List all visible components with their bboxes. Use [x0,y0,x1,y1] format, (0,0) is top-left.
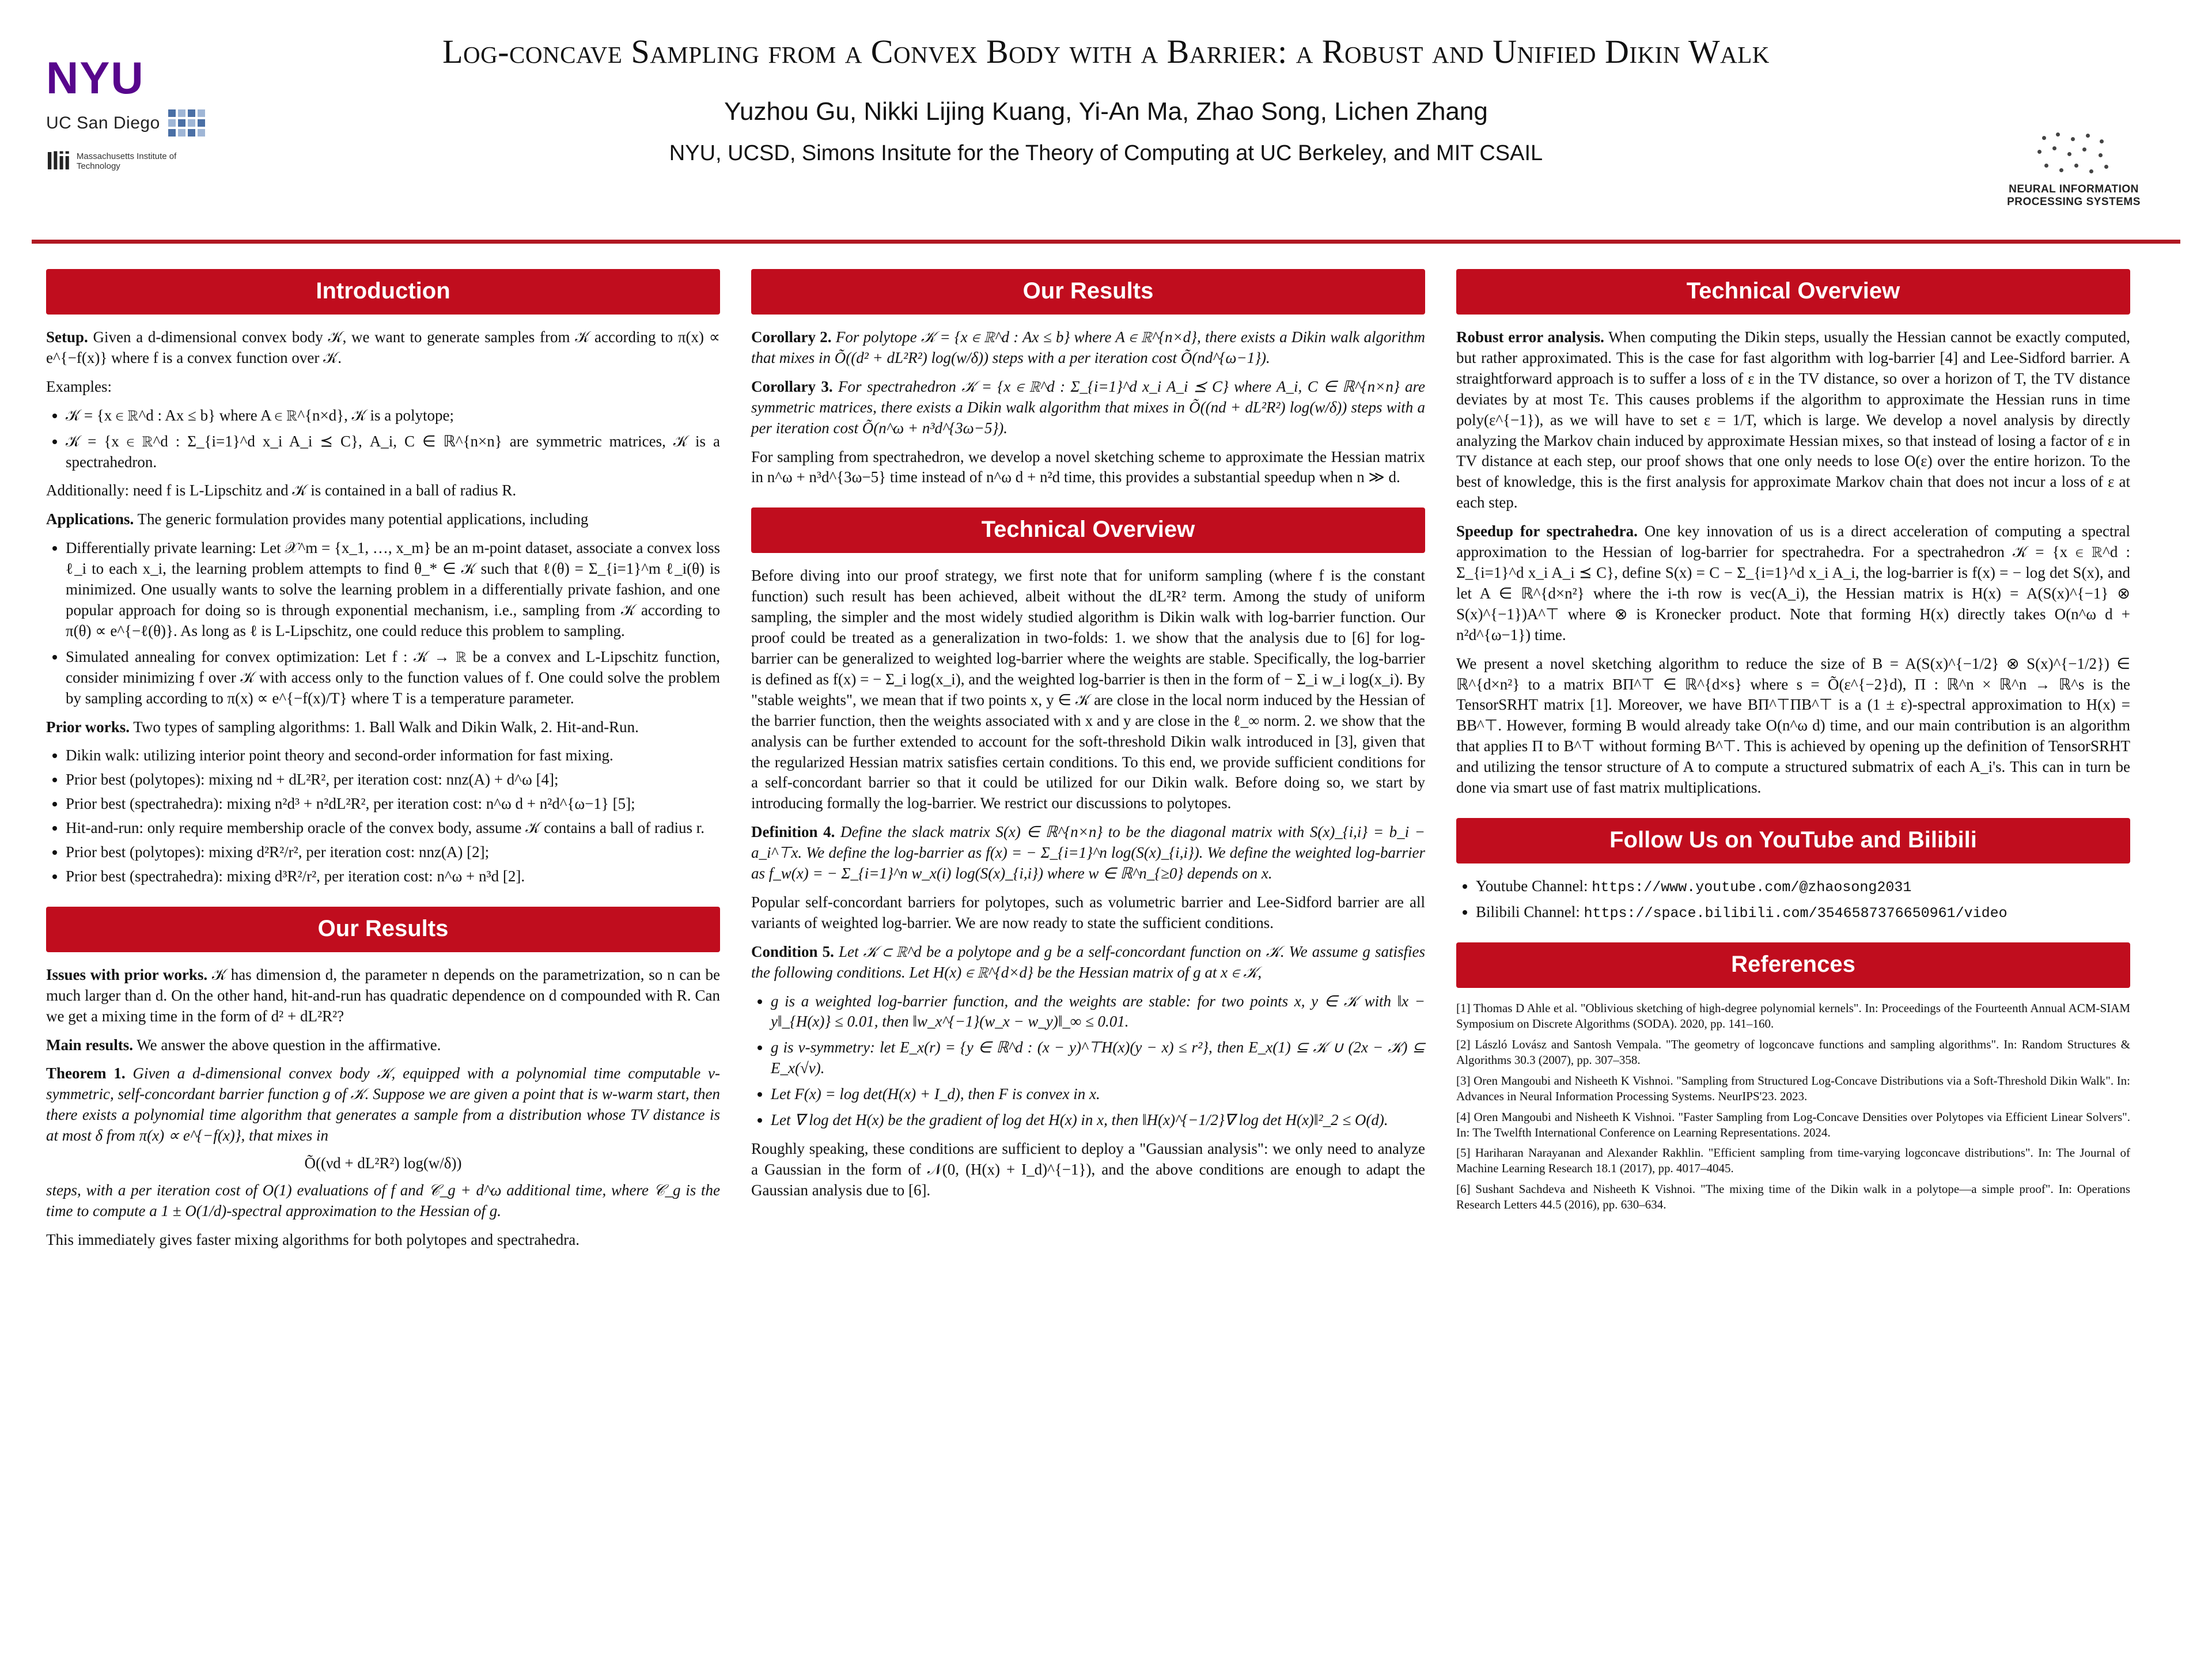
robust-error-analysis-label: Robust error analysis. [1456,328,1604,346]
intro-application-list [46,538,720,709]
section-header-follow: Follow Us on YouTube and Bilibili [1456,818,2130,863]
mit-logo [46,147,219,176]
poster-header [0,32,2212,240]
tech-paragraph-3: Roughly speaking, these conditions are sufficient to deploy a "Gaussian analysis": we only need to analyze a Gaussian in the form of 𝒩(0, (H(x) + I_d)^{−1}), and the above conditions are enough to adapt the Gaussian analysis due to [6]. [751,1140,1425,1199]
theorem-1 [46,1063,720,1146]
reference-item: [1] Thomas D Ahle et al. "Oblivious sketching of high-degree polynomial kernels". In: Proceedings of the Fourteenth Annual ACM-SIAM Symposium on Discrete Algorithms (SODA). 2020, pp. 141–160. [1456,1001,2130,1031]
results-closing: This immediately gives faster mixing algorithms for both polytopes and spectrahedra. [46,1230,580,1248]
intro-setup-label: Setup. [46,328,88,346]
sketching-algorithm-text: We present a novel sketching algorithm to reduce the size of B = A(S(x)^{−1/2} ⊗ S(x)^{−1/2}) ∈ ℝ^{d×n²} to a matrix BΠ^⊤ ∈ ℝ^{d×s} where s = Õ(ε^{−2}d), Π : ℝ^n × ℝ^n → ℝ^s is the TensorSRHT matrix [1]. Moreover, we have BΠ^⊤ΠB^⊤ is a (1 ± ε)-spectral approximation to H(x) = BB^⊤. However, forming B would already take O(n^ω d) time, and our main contribution is an algorithm that applies Π to B^⊤ without forming B^⊤. This is achieved by opening up the definition of TensorSRHT and utilizing the tensor structure of A to compute a structured submatrix of each A_i's. This can in turn be done via smart use of fast matrix multiplications. [1456,654,2130,797]
corollary-2 [751,327,1425,369]
follow-list [1456,876,2130,923]
author-list: Yuzhou Gu, Nikki Lijing Kuang, Yi-An Ma, Zhao Song, Lichen Zhang [724,97,1488,126]
bilibili-label: Bilibili Channel: [1476,903,1580,921]
reference-item: [6] Sushant Sachdeva and Nisheeth K Vishnoi. "The mixing time of the Dikin walk in a polytope—a simple proof". In: Operations Research Letters 44.5 (2016), pp. 630–634. [1456,1182,2130,1212]
list-item: • g is a weighted log-barrier function, and the weights are stable: for two points x, y ∈ 𝒦 with ‖x − y‖_{H(x)} ≤ 0.01, then ‖w_x^{−1}(w_x − w_y)‖_∞ ≤ 0.01. [771,991,1425,1033]
corollary-3-text: For spectrahedron 𝒦 = {x ∈ ℝ^d : Σ_{i=1}^d x_i A_i ⪯ C} where A_i, C ∈ ℝ^{n×n} are symmetric matrices, there exists a Dikin walk algorithm that mixes in Õ((nd + dL²R²) log(w/δ)) steps with a per iteration cost Õ(n^ω + n³d^{3ω−5}). [751,377,1426,437]
results-spectrahedron-note: For sampling from spectrahedron, we develop a novel sketching scheme to approximate the Hessian matrix in n^ω + n³d^{3ω−5} time instead of n^ω d + n²d time, this provides a substantial speedup when n ≫ d. [751,448,1425,486]
intro-setup-text: Given a d-dimensional convex body 𝒦, we want to generate samples from 𝒦 according to π(x) ∝ e^{−f(x)} where f is a convex function over 𝒦. [46,328,720,366]
column-middle [751,269,1425,1259]
condition-list [751,991,1425,1131]
page-title: Log-concave Sampling from a Convex Body with a Barrier: a Robust and Unified Dikin Walk [442,33,1770,70]
header-divider [32,240,2180,244]
definition-4 [751,822,1425,884]
definition-4-label: Definition 4. [751,823,835,841]
mit-logo-text: Massachusetts Institute of Technology [76,151,177,171]
title-block [0,32,2212,166]
mit-bars-icon: Ilii [46,147,70,175]
list-item: • Simulated annealing for convex optimization: Let f : 𝒦 → ℝ be a convex and L-Lipschitz function, consider minimizing f over 𝒦 with access only to the function values of f. One could solve the problem by sampling according to π(x) ∝ e^{−f(x)/T} where T is a temperature parameter. [66,647,720,709]
ucsd-logo-text: UC San Diego [46,113,160,132]
theorem-1-label: Theorem 1. [46,1065,126,1082]
youtube-label: Youtube Channel: [1476,877,1588,895]
reference-item: [5] Hariharan Narayanan and Alexander Rakhlin. "Efficient sampling from time-varying logconcave distributions". In: The Journal of Machine Learning Research 18.1 (2017), pp. 4017–4045. [1456,1146,2130,1176]
nyu-logo: NYU [46,52,145,103]
intro-examples-list [46,406,720,473]
neurips-line-2: PROCESSING SYSTEMS [2007,196,2141,208]
bilibili-link[interactable]: https://space.bilibili.com/3546587376650961/video [1584,905,2008,922]
theorem-1-continuation: steps, with a per iteration cost of O(1) evaluations of f and 𝒞_g + d^ω additional time, where 𝒞_g is the time to compute a 1 ± O(1/d)-spectral approximation to the Hessian of g. [46,1181,720,1219]
section-header-technical-overview-right: Technical Overview [1456,269,2130,315]
list-item: • Prior best (polytopes): mixing nd + dL²R², per iteration cost: nnz(A) + d^ω [4]; [66,770,720,790]
reference-item: [2] László Lovász and Santosh Vempala. "The geometry of logconcave functions and sampling algorithms". In: Random Structures & Algorithms 30.3 (2007), pp. 307–358. [1456,1037,2130,1067]
list-item: • 𝒦 = {x ∈ ℝ^d : Ax ≤ b} where A ∈ ℝ^{n×d}, 𝒦 is a polytope; [66,406,720,426]
list-item: • Hit-and-run: only require membership oracle of the convex body, assume 𝒦 contains a ball of radius r. [66,818,720,839]
list-item-youtube[interactable] [1476,876,2130,897]
neurips-logo [1987,130,2160,209]
intro-prior [46,717,720,738]
tech-paragraph-2: Popular self-concordant barriers for polytopes, such as volumetric barrier and Lee-Sidford barrier are all variants of weighted log-barrier. We are now ready to state the sufficient conditions. [751,893,1425,931]
intro-prior-text: Two types of sampling algorithms: 1. Ball Walk and Dikin Walk, 2. Hit-and-Run. [133,718,639,736]
column-left [46,269,720,1259]
corollary-2-label: Corollary 2. [751,328,832,346]
robust-error-analysis-text: When computing the Dikin steps, usually the Hessian cannot be exactly computed, but rather approximated. This is the case for fast algorithm with log-barrier [4] and Lee-Sidford barrier. A straightforward approach is to suffer a loss of ε in the TV distance, so over a horizon of T, the TV distance deviates by at most Tε. This causes problems if the algorithm to approximate the Hessian runs in time poly(ε^{−1}), as we will have to set ε = 1/T, which is large. We develop a novel analysis by directly analyzing the Markov chain induced by approximate Hessian mixes, so that instead of losing a factor of ε in TV distance at each step, our proof shows that one only needs to lose O(ε) over the entire horizon. To the best of knowledge, this is the first analysis for approximate Markov chain that does not incur a loss of ε at each step. [1456,328,2130,512]
reference-item: [3] Oren Mangoubi and Nisheeth K Vishnoi. "Sampling from Structured Log-Concave Distributions via a Soft-Threshold Dikin Walk". In: Advances in Neural Information Processing Systems. NeurIPS'23. 2023. [1456,1073,2130,1103]
theorem-1-text: Given a d-dimensional convex body 𝒦, equipped with a polynomial time computable ν-symmetric, self-concordant barrier function g of 𝒦. Suppose we are given a point that is w-warm start, then there exists a polynomial time algorithm that generates a sample from a distribution whose TV distance is at most δ from π(x) ∝ e^{−f(x)}, that mixes in [46,1065,721,1145]
tech-paragraph-1: Before diving into our proof strategy, we first note that for uniform sampling (where f is the constant function) such result has been achieved, albeit without the dL²R² term. Among the study of uniform sampling, the simpler and the most widely studied algorithm is Dikin walk with log-barrier function. Our proof could be treated as a generalization in two-folds: 1. we show that the analysis due to [6] for log-barrier can be generalized to weighted log-barrier where the weights are stable. Specifically, the log-barrier is defined as f(x) = − Σ_i log(x_i), and the weighted log-barrier is then in the form of − Σ_i w_i log(x_i). By "stable weights", we mean that if two points x, y ∈ 𝒦 are close in the local norm induced by the Hessian of the barrier function, then the weights associated with x and y are close in the ℓ_∞ norm. 2. we show that the analysis can be further extended to account for the soft-threshold Dikin walk introduced in [3], given that the regularized Hessian matrix satisfies certain conditions. To this end, we provide sufficient conditions for a self-concordant barrier so that it could be utilized for our Dikin walk. Before doing so, we start by introducing formally the log-barrier. We restrict our discussions to polytopes. [751,567,1425,812]
intro-examples-label: Examples: [46,377,112,395]
intro-applications-text: The generic formulation provides many potential applications, including [137,510,589,528]
list-item: • Prior best (polytopes): mixing d²R²/r², per iteration cost: nnz(A) [2]; [66,842,720,863]
affiliation-list: NYU, UCSD, Simons Insitute for the Theory of Computing at UC Berkeley, and MIT CSAIL [669,141,1543,165]
results-issues-label: Issues with prior works. [46,965,208,983]
ucsd-grid-icon [168,109,205,137]
speedup-spectrahedra [1456,521,2130,645]
intro-additional: Additionally: need f is L-Lipschitz and 𝒦 is contained in a ball of radius R. [46,482,517,499]
section-header-technical-overview-middle: Technical Overview [751,507,1425,553]
corollary-3-label: Corollary 3. [751,377,833,395]
corollary-2-text: For polytope 𝒦 = {x ∈ ℝ^d : Ax ≤ b} where A ∈ ℝ^{n×d}, there exists a Dikin walk algorithm that mixes in Õ((d² + dL²R²) log(w/δ)) steps with a per iteration cost Õ(nd^{ω−1}). [751,328,1426,366]
list-item: • Prior best (spectrahedra): mixing d³R²/r², per iteration cost: n^ω + n³d [2]. [66,866,720,887]
intro-setup [46,327,720,369]
section-header-our-results-left: Our Results [46,907,720,952]
speedup-text: One key innovation of us is a direct acceleration of computing a spectral approximation to the Hessian of log-barrier for spectrahedra. For a spectrahedron 𝒦 = {x ∈ ℝ^d : Σ_{i=1}^d x_i A_i ⪯ C}, define S(x) = C − Σ_{i=1}^d x_i A_i, the log-barrier is f(x) = − log det S(x), and let A ∈ ℝ^{d×n²} where the i-th row is vec(A_i), the Hessian matrix is H(x) = A(S(x)^{−1} ⊗ S(x)^{−1})A^⊤ where ⊗ is Kronecker product. Note that forming H(x) directly takes O(n^ω d + n²d^{ω−1}) time. [1456,522,2130,643]
list-item: • 𝒦 = {x ∈ ℝ^d : Σ_{i=1}^d x_i A_i ⪯ C}, A_i, C ∈ ℝ^{n×n} are symmetric matrices, 𝒦 is a spectrahedron. [66,431,720,473]
neurips-line-1: NEURAL INFORMATION [2009,183,2139,195]
results-main-text: We answer the above question in the affirmative. [137,1036,441,1054]
reference-item: [4] Oren Mangoubi and Nisheeth K Vishnoi. "Faster Sampling from Log-Concave Densities over Polytopes via Efficient Linear Solvers". In: The Twelfth International Conference on Learning Representations. 2024. [1456,1109,2130,1139]
intro-prior-list [46,745,720,887]
intro-applications [46,509,720,530]
results-issues [46,965,720,1027]
columns [0,244,2212,1259]
section-header-introduction: Introduction [46,269,720,315]
logo-group [46,52,219,176]
list-item: • Dikin walk: utilizing interior point theory and second-order information for fast mixing. [66,745,720,766]
intro-applications-label: Applications. [46,510,134,528]
youtube-link[interactable]: https://www.youtube.com/@zhaosong2031 [1592,878,1912,896]
column-right [1456,269,2130,1259]
speedup-label: Speedup for spectrahedra. [1456,522,1638,540]
neurips-dots-icon [2031,130,2117,180]
results-main [46,1035,720,1056]
robust-error-analysis [1456,327,2130,513]
condition-5 [751,942,1425,983]
section-header-our-results-middle: Our Results [751,269,1425,315]
list-item: • Let ∇ log det H(x) be the gradient of log det H(x) in x, then ‖H(x)^{−1/2}∇ log det H(x)‖²_2 ≤ O(d). [771,1110,1425,1131]
section-header-references: References [1456,942,2130,988]
ucsd-logo [46,109,219,137]
results-main-label: Main results. [46,1036,134,1054]
condition-5-text: Let 𝒦 ⊂ ℝ^d be a polytope and g be a self-concordant function on 𝒦. We assume g satisfies the following conditions. Let H(x) ∈ ℝ^{d×d} be the Hessian matrix of g at x ∈ 𝒦, [751,942,1425,981]
intro-prior-label: Prior works. [46,718,130,736]
theorem-1-equation: Õ((νd + dL²R²) log(w/δ)) [304,1154,462,1172]
list-item: • g is ν-symmetry: let E_x(r) = {y ∈ ℝ^d : (x − y)^⊤H(x)(y − x) ≤ r²}, then E_x(1) ⊆ 𝒦 ∪ (2x − 𝒦) ⊆ E_x(√ν). [771,1037,1425,1079]
list-item: • Differentially private learning: Let 𝒳^m = {x_1, …, x_m} be an m-point dataset, associate a convex loss ℓ_i to each x_i, the learning problem attempts to find θ_* ∈ 𝒦 such that ℓ(θ) = Σ_{i=1}^m ℓ_i(θ) is minimized. One usually wants to solve the learning problem in a differentially private fashion, and one popular approach for doing so is through exponential mechanism, i.e., sampling from 𝒦 according to π(θ) ∝ e^{−ℓ(θ)}. As long as ℓ is L-Lipschitz, one could reduce this problem to sampling. [66,538,720,642]
list-item: • Let F(x) = log det(H(x) + I_d), then F is convex in x. [771,1084,1425,1105]
corollary-3 [751,377,1425,439]
list-item: • Prior best (spectrahedra): mixing n²d³ + n²dL²R², per iteration cost: n^ω d + n²d^{ω−1} [5]; [66,794,720,815]
list-item-bilibili[interactable] [1476,902,2130,923]
definition-4-text: Define the slack matrix S(x) ∈ ℝ^{n×n} to be the diagonal matrix with S(x)_{i,i} = b_i − a_i^⊤x. We define the log-barrier as f(x) = − Σ_{i=1}^n log(S(x)_{i,i}). We define the weighted log-barrier as f_w(x) = − Σ_{i=1}^n w_x(i) log(S(x)_{i,i}) where w ∈ ℝ^n_{≥0} depends on x. [751,823,1426,882]
results-issues-text: 𝒦 has dimension d, the parameter n depends on the parametrization, so n can be much larger than d. On the other hand, hit-and-run has quadratic dependence on d compounded with R. Can we get a mixing time in the form of d² + dL²R²? [46,965,720,1025]
condition-5-label: Condition 5. [751,942,834,960]
